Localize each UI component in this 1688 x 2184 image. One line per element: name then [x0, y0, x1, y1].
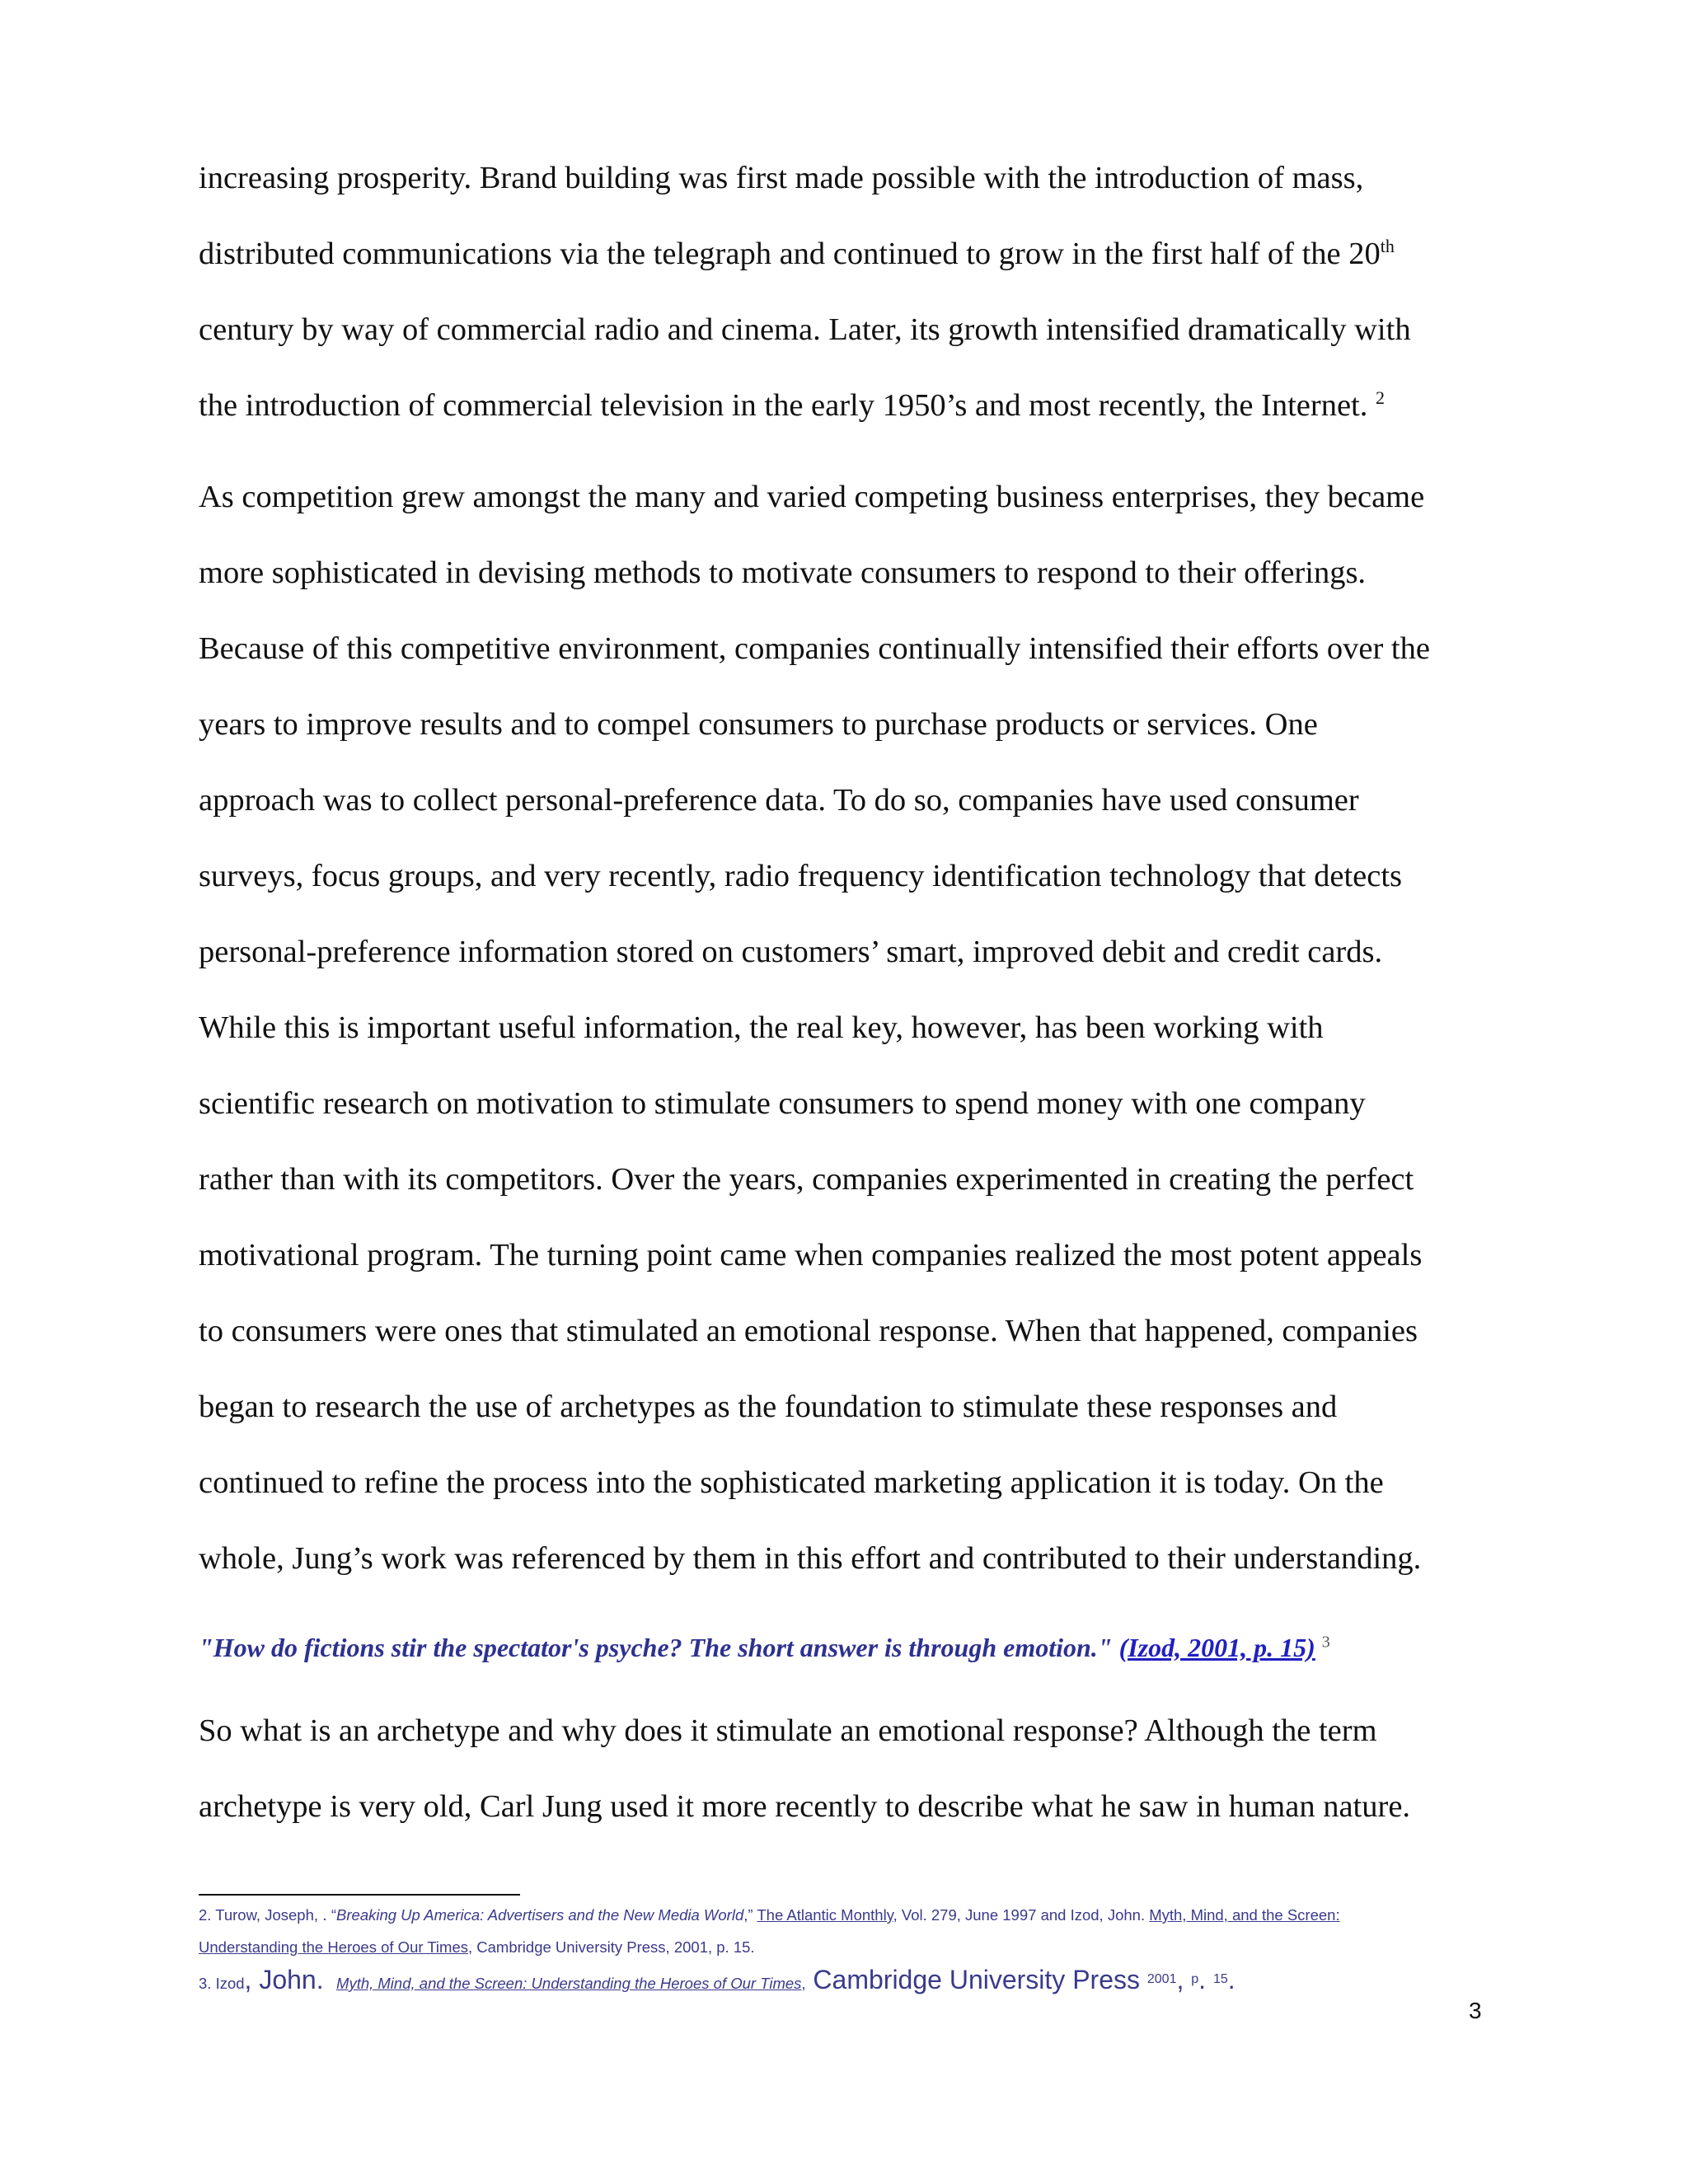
footnote-ref-2[interactable]: 2 — [1376, 387, 1385, 409]
text-line: more sophisticated in devising methods to motivate consumers to respond to their offerings. — [199, 555, 1367, 590]
text-span: the introduction of commercial television in the early 1950’s and most recently, the Internet. — [199, 388, 1376, 423]
footnote-3-p: p — [1191, 1971, 1199, 1986]
comma: , — [801, 1975, 806, 1992]
text-line: increasing prosperity. Brand building was first made possible with the introduction of mass, — [199, 161, 1364, 195]
text-line: While this is important useful information, the real key, however, has been working with — [199, 1010, 1324, 1045]
quote-citation-link[interactable]: (Izod, 2001, p. 15) — [1118, 1633, 1315, 1662]
footnote-separator — [199, 1894, 520, 1896]
text-line: archetype is very old, Carl Jung used it more recently to describe what he saw in human nature. — [199, 1789, 1411, 1824]
footnote-3-page: 15 — [1212, 1971, 1228, 1986]
footnote-2-dot: . — [322, 1906, 327, 1924]
footnote-3-year: 2001 — [1146, 1971, 1177, 1986]
footnote-ref-3[interactable]: 3 — [1321, 1633, 1330, 1652]
footnote-2-publisher: , Cambridge University Press, 2001, p. 15. — [468, 1938, 755, 1956]
text-line: approach was to collect personal-preference data. To do so, companies have used consumer — [199, 783, 1359, 818]
footnote-3-book-link[interactable]: Myth, Mind, and the Screen: Understanding the Heroes of Our Times — [336, 1975, 802, 1992]
text-line: began to research the use of archetypes as the foundation to stimulate these responses and — [199, 1390, 1338, 1424]
separator: . — [1198, 1965, 1213, 1994]
text-line: As competition grew amongst the many and varied competing business enterprises, they became — [199, 480, 1425, 514]
text-line: continued to refine the process into the sophisticated marketing application it is today. On the — [199, 1465, 1384, 1500]
text-line: whole, Jung’s work was referenced by them in this effort and contributed to their understanding. — [199, 1541, 1422, 1576]
text-line: personal-preference information stored on customers’ smart, improved debit and credit cards. — [199, 935, 1383, 969]
quote-text: "How do fictions stir the spectator's psyche? The short answer is through emotion." — [199, 1633, 1119, 1662]
text-line: to consumers were ones that stimulated an emotional response. When that happened, companies — [199, 1314, 1418, 1348]
text-line — [199, 386, 1385, 425]
text-line — [199, 234, 1395, 274]
text-line: So what is an archetype and why does it stimulate an emotional response? Although the term — [199, 1713, 1377, 1748]
footnote-3-author: , John. — [244, 1965, 324, 1994]
text-line: century by way of commercial radio and cinema. Later, its growth intensified dramatically with — [199, 312, 1411, 347]
footnote-2-book-link[interactable]: Myth, Mind, and the Screen: — [1149, 1906, 1340, 1924]
separator: , — [1176, 1965, 1192, 1994]
text-line: scientific research on motivation to stimulate consumers to spend money with one company — [199, 1086, 1366, 1121]
footnote-2-journal-link[interactable]: The Atlantic Monthly — [757, 1906, 893, 1924]
text-line: motivational program. The turning point came when companies realized the most potent appeals — [199, 1238, 1423, 1272]
footnote-2-book-link-cont[interactable]: Understanding the Heroes of Our Times — [199, 1938, 468, 1956]
footnote-3-publisher: Cambridge University Press — [805, 1965, 1147, 1994]
text-span: distributed communications via the telegraph and continued to grow in the first half of the 20 — [199, 237, 1381, 271]
text-line: years to improve results and to compel consumers to purchase products or services. One — [199, 707, 1318, 742]
footnote-2-details: , Vol. 279, June 1997 and Izod, John. — [893, 1906, 1150, 1924]
footnote-3-label: 3. Izod — [199, 1975, 245, 1992]
page-number: 3 — [1469, 1998, 1482, 2023]
block-quote — [199, 1629, 1330, 1666]
footnote-2-label: 2. Turow, Joseph, — [199, 1906, 319, 1924]
text-line: Because of this competitive environment, companies continually intensified their efforts over the — [199, 631, 1430, 666]
text-line: rather than with its competitors. Over the years, companies experimented in creating the perfect — [199, 1162, 1414, 1197]
footnote-2-continued — [199, 1936, 755, 1959]
footnote-2 — [199, 1904, 1340, 1927]
open-quote: “ — [331, 1906, 337, 1924]
superscript-th: th — [1380, 236, 1395, 257]
close-quote: ,” — [743, 1906, 753, 1924]
footnote-3 — [199, 1965, 1236, 1995]
footnote-2-article: Breaking Up America: Advertisers and the New Media World — [336, 1906, 744, 1924]
period: . — [1227, 1965, 1236, 1994]
text-line: surveys, focus groups, and very recently, radio frequency identification technology that detects — [199, 859, 1403, 893]
